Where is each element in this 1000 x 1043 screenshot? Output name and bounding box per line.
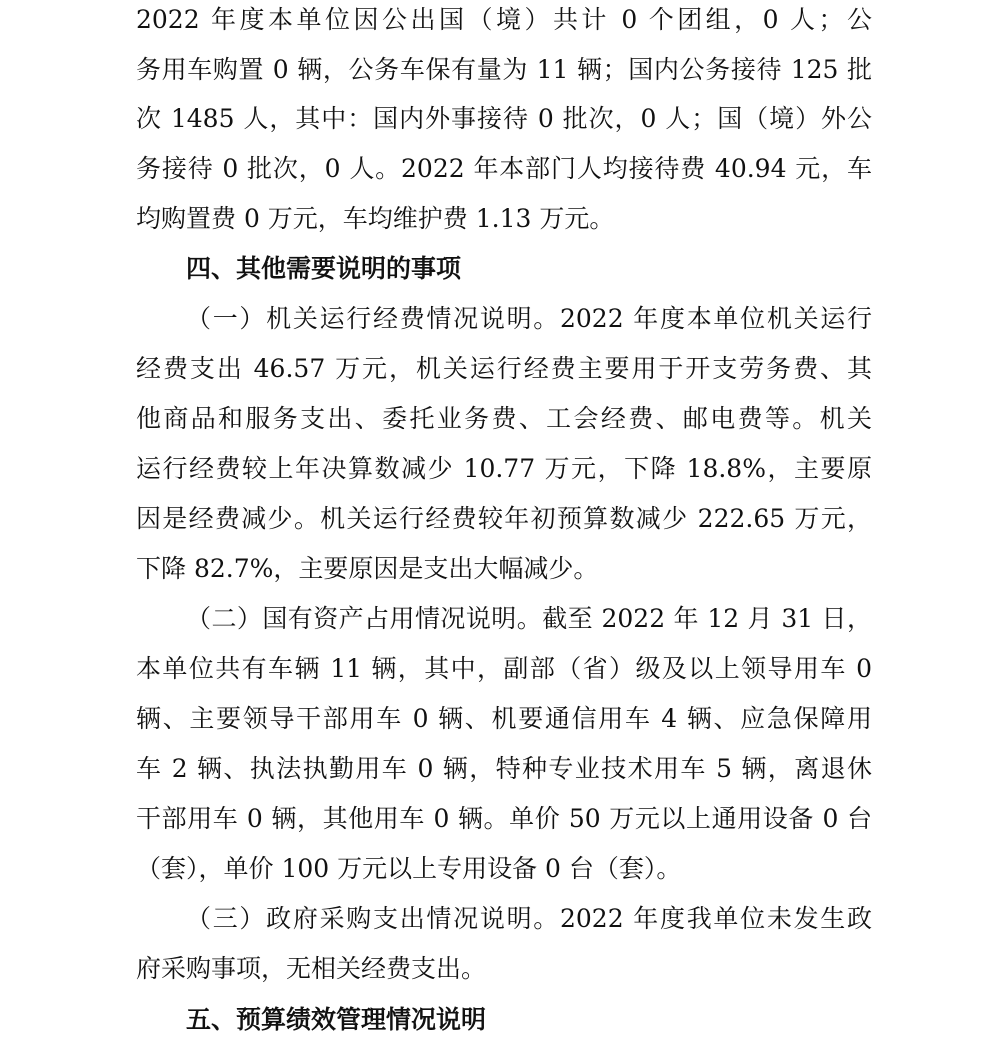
paragraph-line: （三）政府采购支出情况说明。2022 年度我单位未发生政 [186, 904, 872, 933]
paragraph-line: 务接待 0 批次，0 人。2022 年本部门人均接待费 40.94 元，车 [136, 154, 872, 183]
paragraph-line: 本单位共有车辆 11 辆，其中，副部（省）级及以上领导用车 0 [136, 654, 872, 683]
paragraph-line: 干部用车 0 辆，其他用车 0 辆。单价 50 万元以上通用设备 0 台 [136, 804, 872, 833]
paragraph-line: 车 2 辆、执法执勤用车 0 辆，特种专业技术用车 5 辆，离退休 [136, 754, 872, 783]
section-heading-4: 四、其他需要说明的事项 [186, 254, 462, 283]
paragraph-line: （套），单价 100 万元以上专用设备 0 台（套）。 [136, 854, 682, 883]
paragraph-line: 次 1485 人，其中：国内外事接待 0 批次，0 人；国（境）外公 [136, 104, 872, 133]
paragraph-line: （二）国有资产占用情况说明。截至 2022 年 12 月 31 日， [186, 604, 872, 633]
paragraph-line: 务用车购置 0 辆，公务车保有量为 11 辆；国内公务接待 125 批 [136, 55, 872, 84]
section-heading-5: 五、预算绩效管理情况说明 [186, 1005, 487, 1034]
paragraph-line: 2022 年度本单位因公出国（境）共计 0 个团组，0 人；公 [136, 5, 872, 34]
paragraph-line: 均购置费 0 万元，车均维护费 1.13 万元。 [136, 204, 615, 233]
paragraph-line: 经费支出 46.57 万元，机关运行经费主要用于开支劳务费、其 [136, 354, 872, 383]
paragraph-line: 辆、主要领导干部用车 0 辆、机要通信用车 4 辆、应急保障用 [136, 704, 872, 733]
paragraph-line: 他商品和服务支出、委托业务费、工会经费、邮电费等。机关 [136, 404, 872, 433]
paragraph-line: 运行经费较上年决算数减少 10.77 万元，下降 18.8%，主要原 [136, 454, 872, 483]
paragraph-line: （一）机关运行经费情况说明。2022 年度本单位机关运行 [186, 304, 872, 333]
paragraph-line: 下降 82.7%，主要原因是支出大幅减少。 [136, 554, 599, 583]
paragraph-line: 因是经费减少。机关运行经费较年初预算数减少 222.65 万元， [136, 504, 872, 533]
paragraph-line: 府采购事项，无相关经费支出。 [136, 954, 487, 983]
